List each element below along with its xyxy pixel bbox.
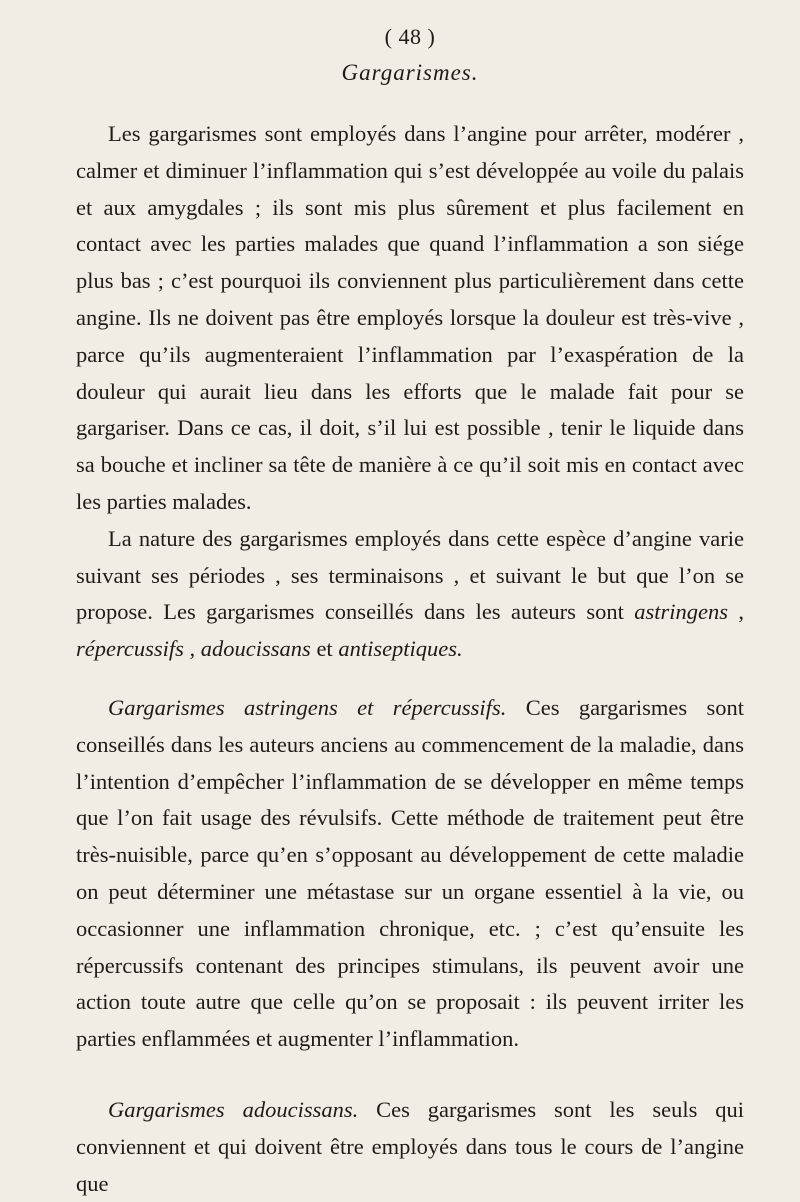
paragraph-3 <box>76 690 744 1058</box>
separator-1: , <box>727 599 744 625</box>
section-title: Gargarismes. <box>341 60 479 85</box>
term-antiseptiques: antiseptiques. <box>338 636 463 662</box>
paragraph-1-text: Les gargarismes sont employés dans l’angine pour arrêter, modérer , calmer et diminuer l’inflammation qui s’est développée au voile du palais et aux amygdales ; ils sont mis plus sûrement et plus facilement en contact avec les parties malades que quand l’inflammation a son siége plus bas ; c’est pourquoi ils conviennent plus particulièrement dans cette angine. Ils ne doivent pas être employés lorsque la douleur est très-vive , parce qu’ils augmenteraient l’inflammation par l’exaspération de la douleur qui aurait lieu dans les efforts que le malade fait pour se gargariser. Dans ce cas, il doit, s’il lui est possible , tenir le liquide dans sa bouche et incliner sa tête de manière à ce qu’il soit mis en contact avec les parties malades. <box>76 121 744 514</box>
paragraph-2 <box>76 521 744 668</box>
page-number: ( 48 ) <box>384 24 436 49</box>
section-gap-1 <box>76 668 744 690</box>
term-adoucissans: adoucissans <box>200 636 311 662</box>
paragraph-4 <box>76 1092 744 1202</box>
paragraph-3-text: Ces gargarismes sont conseillés dans les auteurs anciens au commencement de la maladie, dans l’intention d’empêcher l’inflammation de se développer en même temps que l’on fait usage des révulsifs. Cette méthode de traitement peut être très-nuisible, parce qu’en s’opposant au développement de cette maladie on peut déterminer une métastase sur un organe essentiel à la vie, ou occasionner une inflammation chronique, etc. ; c’est qu’ensuite les répercussifs contenant des principes stimulans, ils peuvent avoir une action toute autre que celle qu’on se proposait : ils peuvent irriter les parties enflammées et augmenter l’inflammation. <box>76 694 745 1052</box>
subheading-astringens: Gargarismes astringens et répercussifs. <box>108 694 507 720</box>
paragraph-4-text: Ces gargarismes sont les seuls qui conviennent et qui doivent être employés dans tous le cours de l’angine que <box>76 1096 744 1196</box>
term-repercussifs: répercussifs , <box>76 636 196 662</box>
paragraph-1 <box>76 116 744 521</box>
separator-3: et <box>310 636 339 662</box>
term-astringens: astringens <box>634 599 728 625</box>
subheading-adoucissans: Gargarismes adoucissans. <box>108 1096 359 1122</box>
section-gap-2 <box>76 1058 744 1092</box>
paragraph-2-prefix: La nature des gargarismes employés dans cette espèce d’angine varie suivant ses périodes , ses terminaisons , et suivant le but que l’on se propose. Les gargarismes conseillés dans les auteurs sont <box>76 525 744 625</box>
